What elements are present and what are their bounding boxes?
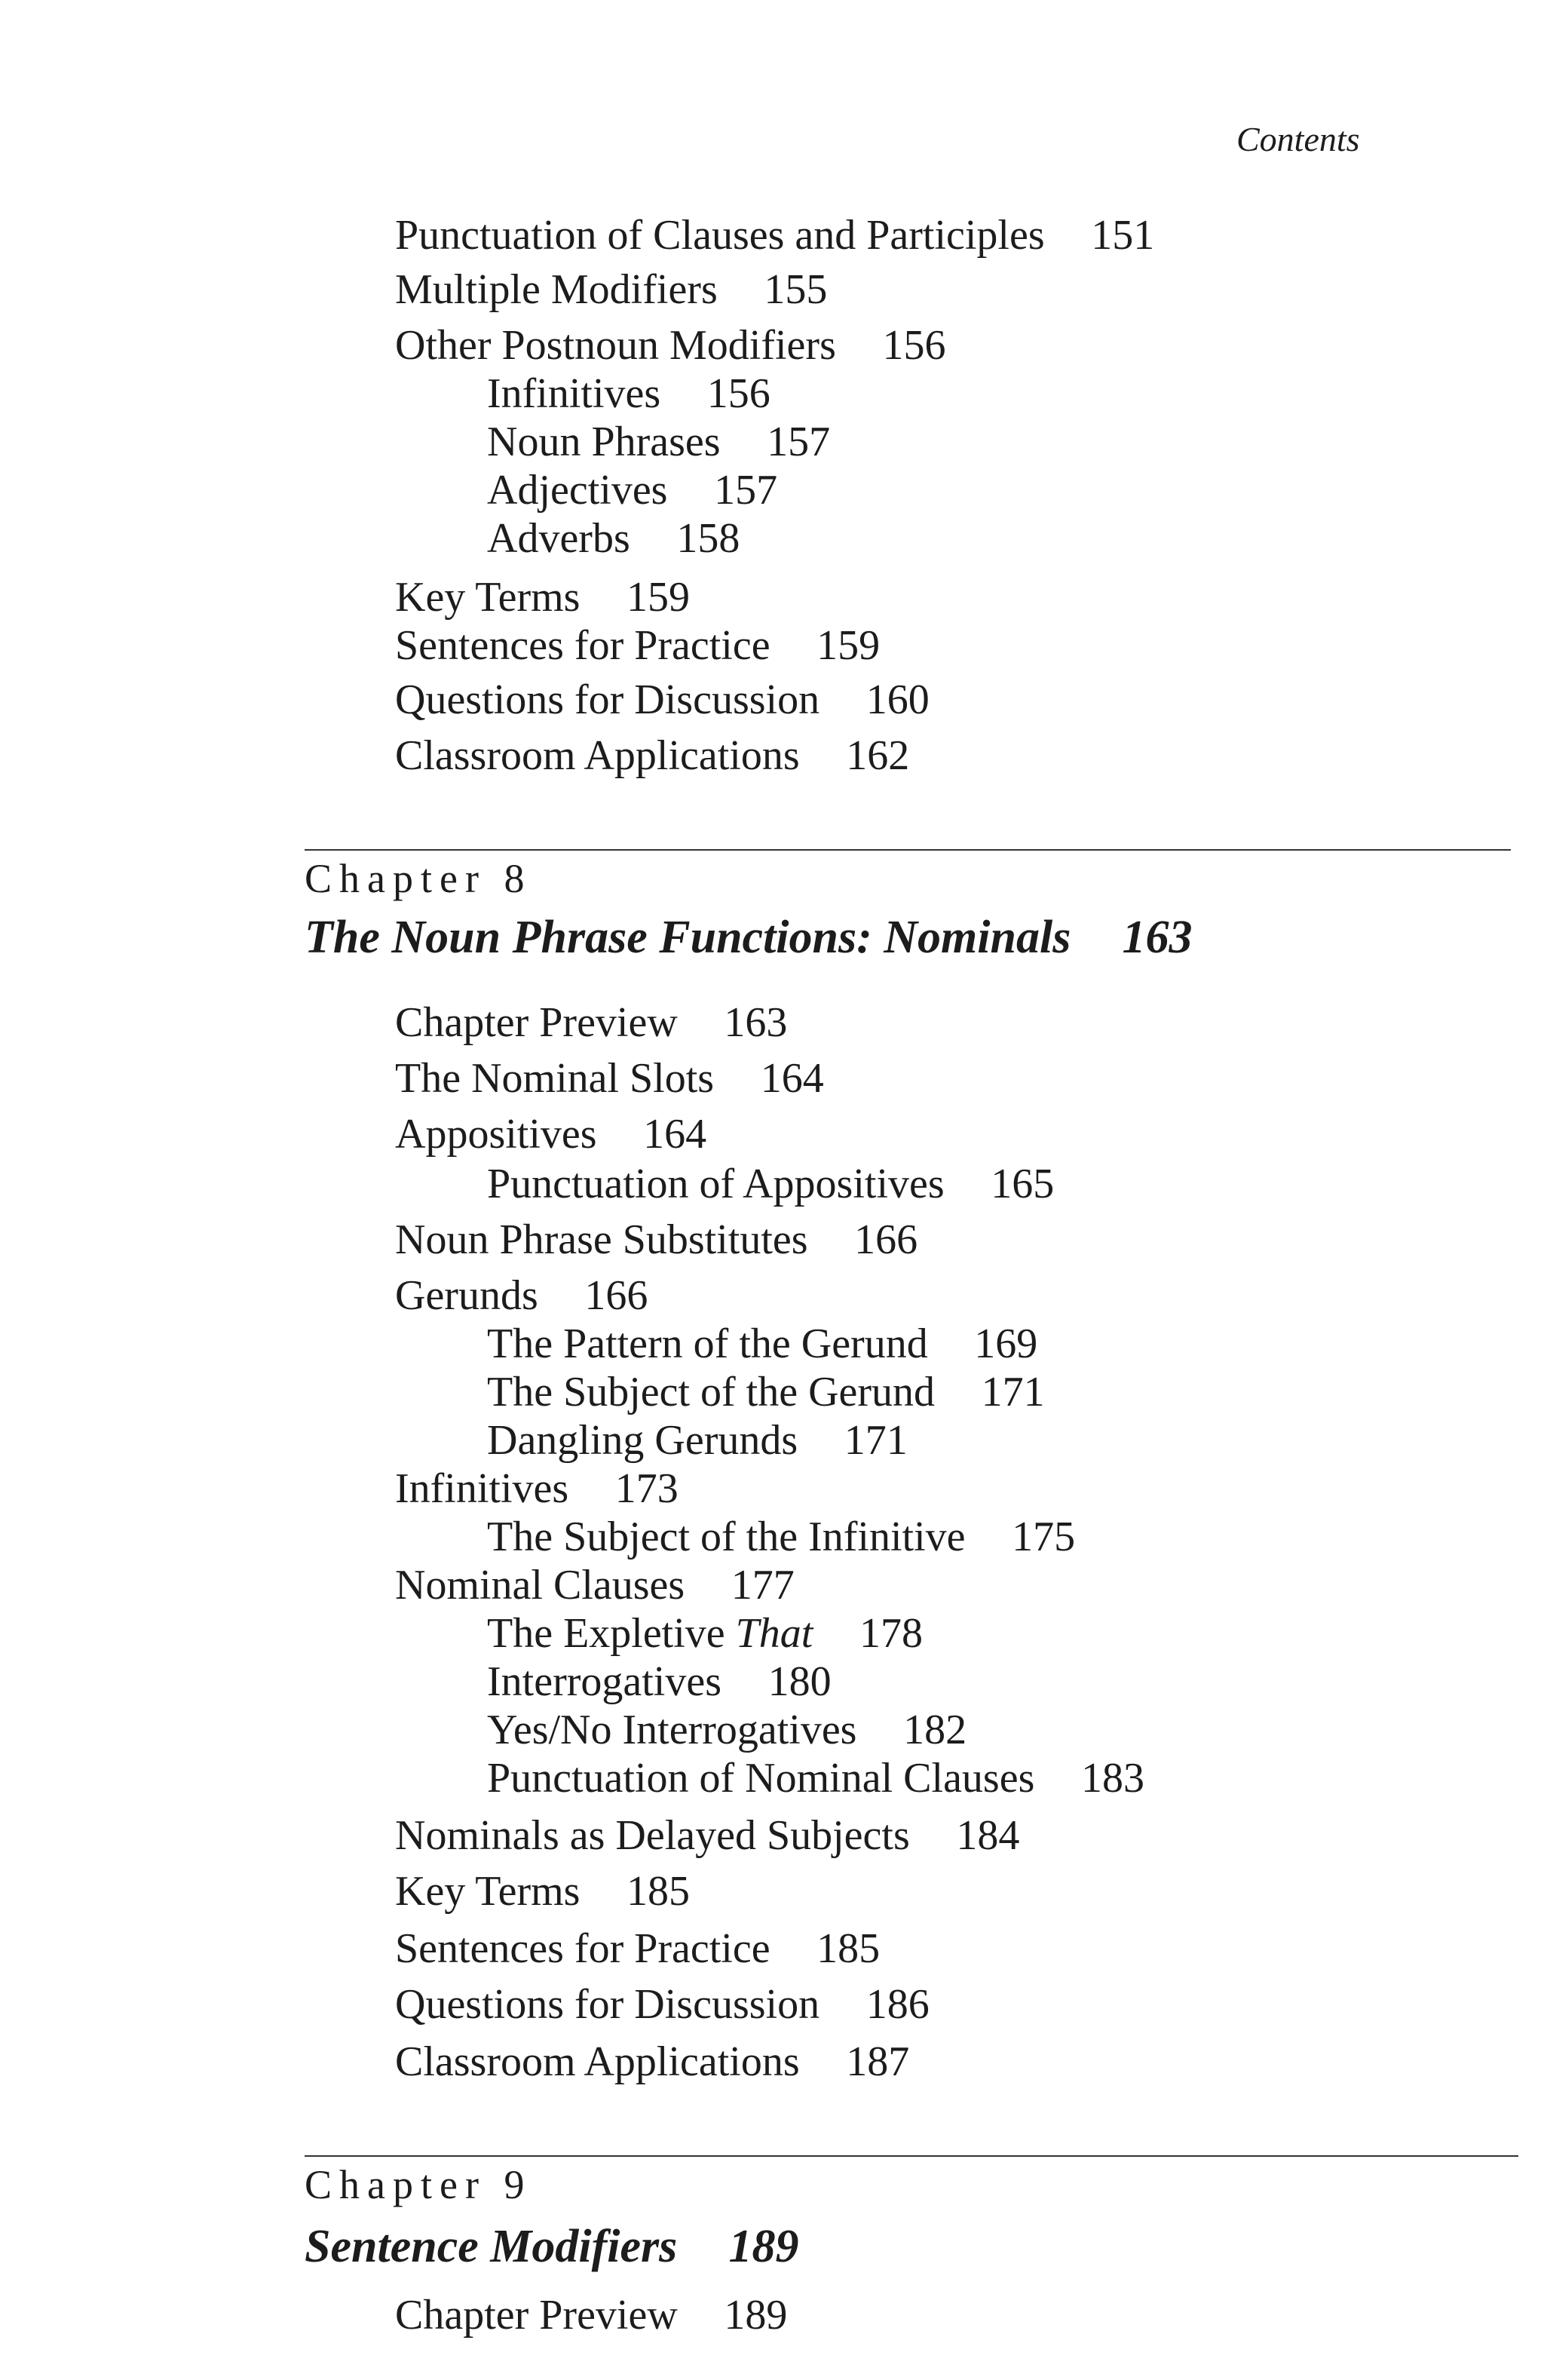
toc-entry-page: 178: [859, 1610, 923, 1657]
toc-entry[interactable]: [395, 2293, 787, 2338]
toc-entry-page: 158: [676, 515, 740, 562]
toc-subentry[interactable]: [487, 1756, 1144, 1801]
toc-entry-title: Key Terms: [395, 574, 581, 621]
toc-subentry[interactable]: [487, 419, 830, 465]
toc-entry-title: Nominal Clauses: [395, 1562, 685, 1609]
chapter-divider: [305, 2155, 1518, 2157]
toc-entry-title: Interrogatives: [487, 1658, 721, 1705]
toc-entry-page: 171: [981, 1369, 1045, 1415]
toc-subentry[interactable]: [487, 1659, 832, 1704]
toc-entry-page: 182: [903, 1707, 967, 1753]
toc-entry-page: 156: [706, 370, 770, 417]
toc-entry-page: 177: [731, 1562, 795, 1609]
toc-entry-title: Questions for Discussion: [395, 676, 820, 723]
toc-entry[interactable]: [395, 1112, 706, 1157]
toc-subentry[interactable]: [487, 1707, 967, 1753]
toc-entry-page: 185: [626, 1868, 691, 1915]
chapter-title[interactable]: [305, 911, 1193, 965]
toc-subentry[interactable]: [487, 371, 770, 416]
toc-entry-title: Other Postnoun Modifiers: [395, 322, 836, 369]
toc-entry-page: 184: [956, 1812, 1020, 1859]
toc-entry[interactable]: [395, 1000, 787, 1045]
toc-entry-page: 189: [724, 2292, 788, 2339]
chapter-label: Chapter 8: [305, 856, 532, 901]
toc-entry[interactable]: [395, 267, 827, 312]
toc-entry-title: Punctuation of Appositives: [487, 1161, 945, 1207]
toc-entry[interactable]: [395, 677, 930, 722]
toc-entry[interactable]: [395, 1563, 795, 1608]
toc-entry[interactable]: [395, 623, 880, 668]
toc-entry-page: 164: [760, 1055, 824, 1102]
toc-entry-title: Classroom Applications: [395, 2038, 800, 2085]
toc-subentry[interactable]: [487, 1369, 1045, 1415]
toc-entry[interactable]: [395, 1217, 918, 1262]
toc-subentry[interactable]: [487, 1418, 908, 1463]
toc-entry-page: 185: [816, 1925, 881, 1972]
toc-entry-page: 151: [1091, 212, 1155, 259]
toc-entry-title: Adjectives: [487, 467, 668, 514]
toc-entry-title: Adverbs: [487, 515, 630, 562]
toc-entry[interactable]: [395, 1056, 824, 1101]
toc-entry[interactable]: [395, 1273, 648, 1318]
toc-entry[interactable]: [395, 1982, 930, 2027]
toc-entry-title: Classroom Applications: [395, 732, 800, 779]
emphasized-word: That: [735, 1610, 813, 1657]
chapter-title[interactable]: [305, 2220, 798, 2274]
toc-entry-page: 160: [865, 676, 930, 723]
toc-entry-page: 186: [865, 1981, 930, 2028]
toc-entry-page: 166: [584, 1272, 648, 1319]
toc-entry-page: 173: [614, 1465, 679, 1512]
toc-entry-page: 169: [974, 1320, 1038, 1367]
toc-subentry[interactable]: [487, 468, 777, 513]
toc-entry-title: Sentences for Practice: [395, 1925, 770, 1972]
toc-entry-title: Infinitives: [487, 370, 661, 417]
toc-entry[interactable]: [395, 733, 909, 778]
toc-entry-page: 164: [643, 1111, 707, 1158]
toc-entry-title: Noun Phrases: [487, 419, 721, 465]
toc-entry-title: Nominals as Delayed Subjects: [395, 1812, 910, 1859]
toc-entry-page: 157: [767, 419, 831, 465]
chapter-page: 163: [1122, 912, 1193, 963]
toc-entry-title: Questions for Discussion: [395, 1981, 820, 2028]
toc-entry-title: The Subject of the Gerund: [487, 1369, 936, 1415]
chapter-page: 189: [728, 2221, 799, 2272]
toc-entry[interactable]: [395, 1466, 679, 1511]
toc-entry-title: The Pattern of the Gerund: [487, 1320, 928, 1367]
toc-entry[interactable]: [395, 1813, 1019, 1858]
toc-subentry[interactable]: [487, 1161, 1054, 1207]
toc-entry-page: 180: [767, 1658, 832, 1705]
chapter-title-text: The Noun Phrase Functions: Nominals: [305, 912, 1071, 963]
toc-entry-page: 166: [854, 1216, 918, 1263]
toc-entry-page: 175: [1012, 1514, 1076, 1560]
toc-entry[interactable]: [395, 1869, 690, 1914]
toc-entry-title: Punctuation of Clauses and Participles: [395, 212, 1045, 259]
toc-entry-page: 163: [724, 999, 788, 1046]
toc-entry[interactable]: [395, 213, 1154, 258]
toc-entry-title: Sentences for Practice: [395, 622, 770, 669]
toc-entry-title: The Nominal Slots: [395, 1055, 715, 1102]
toc-entry-title: Yes/No Interrogatives: [487, 1707, 857, 1753]
toc-entry-page: 171: [844, 1417, 908, 1464]
toc-entry-title: The Subject of the Infinitive: [487, 1514, 966, 1560]
toc-subentry[interactable]: [487, 1321, 1037, 1366]
toc-entry-page: 187: [846, 2038, 910, 2085]
toc-entry[interactable]: [395, 323, 945, 368]
toc-entry-title: Key Terms: [395, 1868, 581, 1915]
toc-entry-title: Appositives: [395, 1111, 597, 1158]
toc-entry-page: 162: [846, 732, 910, 779]
chapter-label: Chapter 9: [305, 2162, 532, 2207]
toc-entry[interactable]: [395, 575, 690, 620]
toc-entry-page: 159: [816, 622, 881, 669]
toc-entry-title: Dangling Gerunds: [487, 1417, 798, 1464]
toc-entry-title: Chapter Preview: [395, 999, 678, 1046]
toc-entry[interactable]: [395, 1926, 880, 1971]
toc-entry-page: 156: [882, 322, 946, 369]
toc-entry-title: Multiple Modifiers: [395, 266, 718, 313]
toc-entry-title: Infinitives: [395, 1465, 569, 1512]
toc-entry-title: Punctuation of Nominal Clauses: [487, 1755, 1035, 1802]
chapter-title-text: Sentence Modifiers: [305, 2221, 678, 2272]
toc-entry-title: The Expletive That: [487, 1610, 813, 1657]
toc-entry-title: Noun Phrase Substitutes: [395, 1216, 808, 1263]
toc-entry-title: Chapter Preview: [395, 2292, 678, 2339]
running-head: Contents: [1236, 120, 1360, 158]
toc-entry-page: 155: [764, 266, 828, 313]
toc-subentry[interactable]: [487, 1514, 1075, 1560]
toc-entry[interactable]: [395, 2039, 909, 2084]
toc-entry-page: 159: [626, 574, 691, 621]
toc-entry-page: 183: [1080, 1755, 1144, 1802]
toc-subentry[interactable]: [487, 1611, 923, 1656]
toc-entry-page: 157: [714, 467, 778, 514]
toc-entry-page: 165: [991, 1161, 1055, 1207]
toc-entry-title: Gerunds: [395, 1272, 538, 1319]
chapter-divider: [305, 849, 1511, 851]
toc-subentry[interactable]: [487, 516, 740, 561]
